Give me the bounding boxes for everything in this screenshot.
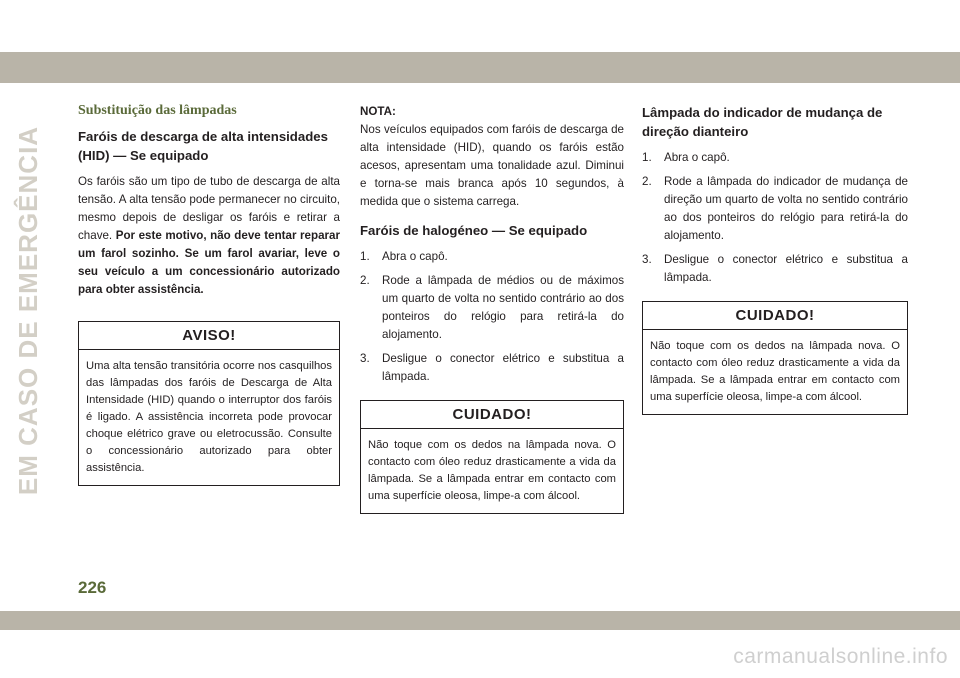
list-item xyxy=(360,272,624,344)
caution-text: Não toque com os dedos na lâmpada nova. O contacto com óleo reduz drasticamente a vida da lâmpada. Se a lâmpada entrar em contacto com uma superfície oleosa, limpe-a com álcool. xyxy=(650,340,900,403)
column-2 xyxy=(360,103,624,514)
list-item xyxy=(642,149,908,167)
caution-box xyxy=(642,301,908,415)
step-text: Abra o capô. xyxy=(664,151,730,164)
hid-intro-text: Os faróis são um tipo de tubo de descarga de alta tensão. A alta tensão pode permanecer no circuito, mesmo depois de desligar os faróis e retirar a chave. xyxy=(78,175,340,242)
turn-signal-steps xyxy=(642,149,908,287)
step-number: 2. xyxy=(360,274,370,287)
list-item xyxy=(642,173,908,245)
footer-band xyxy=(0,611,960,630)
step-text: Rode a lâmpada do indicador de mudança de direção um quarto de volta no sentido contrário ao dos ponteiros do relógio para retirá-la do alojamento. xyxy=(664,175,908,242)
halogen-heading: Faróis de halogéneo — Se equipado xyxy=(360,223,588,238)
warning-box xyxy=(78,321,340,486)
warning-title: AVISO! xyxy=(79,322,339,350)
step-number: 2. xyxy=(642,175,652,188)
step-text: Abra o capô. xyxy=(382,250,448,263)
list-item xyxy=(642,251,908,287)
caution-box xyxy=(360,400,624,514)
step-text: Desligue o conector elétrico e substitua a lâmpada. xyxy=(382,352,624,383)
halogen-steps xyxy=(360,248,624,386)
step-text: Rode a lâmpada de médios ou de máximos um quarto de volta no sentido contrário ao dos ponteiros do relógio para retirá-la do alojamento. xyxy=(382,274,624,341)
column-3 xyxy=(642,103,908,415)
step-number: 3. xyxy=(360,352,370,365)
step-number: 1. xyxy=(642,151,652,164)
turn-signal-heading: Lâmpada do indicador de mudança de direção dianteiro xyxy=(642,105,883,139)
section-title: Substituição das lâmpadas xyxy=(78,103,237,118)
list-item xyxy=(360,350,624,386)
note-label: NOTA: xyxy=(360,105,396,118)
list-item xyxy=(360,248,624,266)
step-text: Desligue o conector elétrico e substitua a lâmpada. xyxy=(664,253,908,284)
column-1 xyxy=(78,103,340,486)
note-text: Nos veículos equipados com faróis de descarga de alta intensidade (HID), quando os faróis estão acesos, apresentam uma tonalidade azul. Diminui e torna-se mais branca após 10 segundos, à medida que o sistema carrega. xyxy=(360,123,624,208)
step-number: 1. xyxy=(360,250,370,263)
watermark: carmanualsonline.info xyxy=(733,645,948,668)
caution-title: CUIDADO! xyxy=(361,401,623,429)
warning-text: Uma alta tensão transitória ocorre nos casquilhos das lâmpadas dos faróis de Descarga de Alta Intensidade (HID) quando o interruptor dos faróis é ligado. A assistência incorreta pode provocar choque elétrico grave ou eletrocussão. Consulte o concessionário autorizado para obter assistência. xyxy=(86,360,332,474)
step-number: 3. xyxy=(642,253,652,266)
hid-intro-bold: Por este motivo, não deve tentar reparar um farol sozinho. Se um farol avariar, leve o seu veículo a um concessionário autorizado para obter assistência. xyxy=(78,229,340,296)
caution-title: CUIDADO! xyxy=(643,302,907,330)
page-number: 226 xyxy=(78,578,107,597)
side-tab-label: EM CASO DE EMERGÊNCIA xyxy=(13,125,44,495)
header-band xyxy=(0,52,960,83)
caution-text: Não toque com os dedos na lâmpada nova. O contacto com óleo reduz drasticamente a vida da lâmpada. Se a lâmpada entrar em contacto com uma superfície oleosa, limpe-a com álcool. xyxy=(368,439,616,502)
side-tab xyxy=(9,100,49,520)
hid-intro xyxy=(78,173,340,299)
hid-heading: Faróis de descarga de alta intensidades (HID) — Se equipado xyxy=(78,129,328,163)
